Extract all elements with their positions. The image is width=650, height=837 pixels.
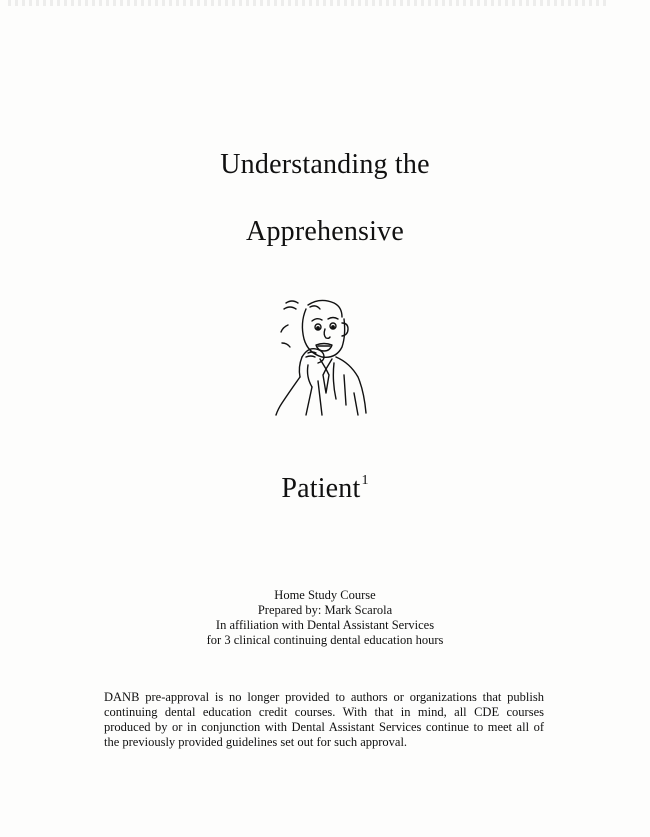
title-line-3 [0, 472, 650, 506]
footnote-marker: 1 [361, 472, 369, 488]
title-line-1: Understanding the [220, 149, 430, 180]
course-credit-hours: for 3 clinical continuing dental education hours [206, 633, 444, 647]
course-author: Prepared by: Mark Scarola [257, 603, 393, 617]
nervous-man-biting-nails-icon [258, 295, 368, 417]
course-type: Home Study Course [274, 588, 376, 602]
course-affiliation: In affiliation with Dental Assistant Services [215, 618, 435, 632]
title-patient: Patient [281, 473, 361, 504]
title-line-2: Apprehensive [246, 216, 404, 247]
danb-disclaimer: DANB pre-approval is no longer provided to authors or organizations that publish continuing dental education credit courses. With that in mind, all CDE courses produced by or in conjunction with Dental Assistant Services continue to meet all of the previously provided guidelines set out for such approval. [104, 690, 544, 749]
course-info [0, 588, 650, 648]
scan-artifact [8, 0, 608, 6]
